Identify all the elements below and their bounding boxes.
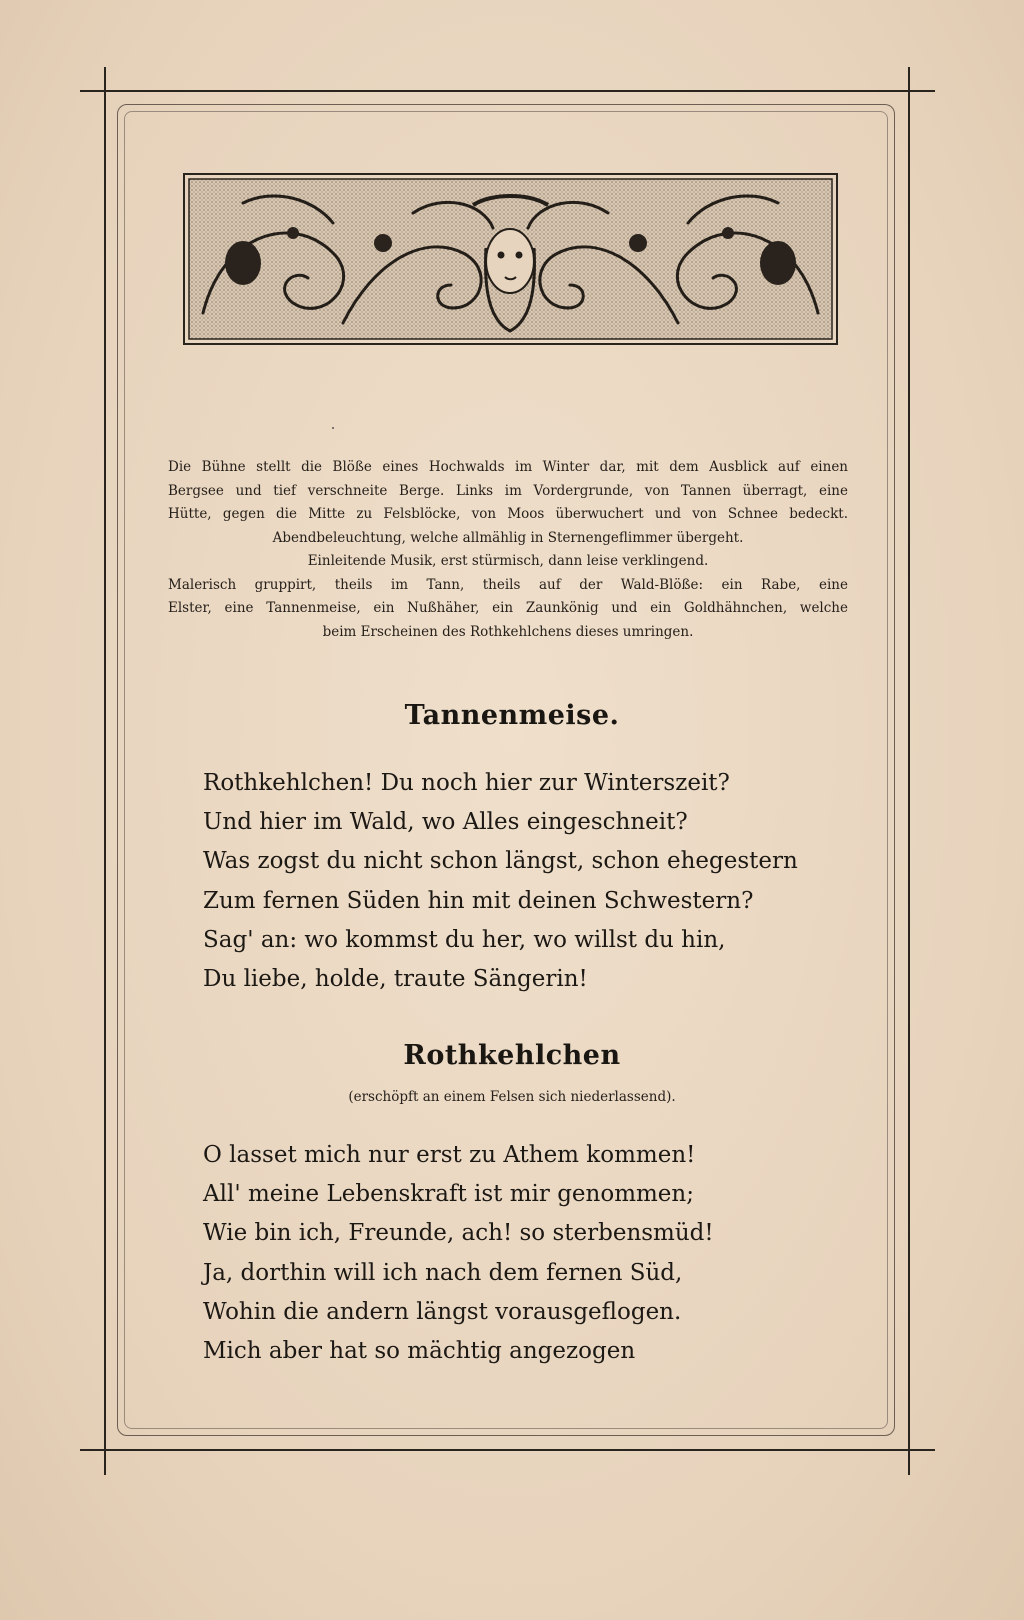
- verse-block: [203, 1136, 763, 1371]
- verse-line: Du liebe, holde, traute Sängerin!: [203, 966, 588, 993]
- crop-rule-top: [80, 90, 935, 92]
- verse-line: Sag' an: wo kommst du her, wo willst du hin,: [203, 926, 726, 953]
- speaker-heading-tannenmeise: Tannenmeise.: [404, 700, 620, 731]
- speaker-heading-rothkehlchen: Rothkehlchen: [403, 1040, 621, 1071]
- verse-line: Mich aber hat so mächtig angezogen: [203, 1338, 636, 1365]
- crop-rule-right: [908, 67, 910, 1475]
- ornamental-headpiece: [183, 173, 838, 345]
- verse-line: Ja, dorthin will ich nach dem fernen Süd,: [203, 1259, 683, 1286]
- stage-line: Einleitende Musik, erst stürmisch, dann leise verklingend.: [307, 553, 709, 569]
- crop-rule-bottom: [80, 1449, 935, 1451]
- stage-line: Elster, eine Tannenmeise, ein Nußhäher, ein Zaunkönig und ein Goldhähnchen, welche: [168, 600, 848, 616]
- verse-line: Und hier im Wald, wo Alles eingeschneit?: [203, 809, 688, 836]
- stage-line: Die Bühne stellt die Blöße eines Hochwalds im Winter dar, mit dem Ausblick auf einen: [168, 459, 848, 475]
- verse-line: Wie bin ich, Freunde, ach! so sterbensmüd!: [203, 1220, 714, 1247]
- speaker-direction: (erschöpft an einem Felsen sich niederlassend).: [348, 1089, 676, 1105]
- stage-direction: [168, 456, 848, 644]
- verse-block: [203, 764, 798, 999]
- stage-line: Abendbeleuchtung, welche allmählig in Sternengeflimmer übergeht.: [272, 529, 744, 546]
- speck: [332, 427, 334, 429]
- crop-rule-left: [104, 67, 106, 1475]
- verse-line: Zum fernen Süden hin mit deinen Schwestern?: [203, 887, 754, 914]
- stage-line: Malerisch gruppirt, theils im Tann, theils auf der Wald-Blöße: ein Rabe, eine: [168, 576, 848, 593]
- stage-line: beim Erscheinen des Rothkehlchens dieses umringen.: [322, 623, 694, 640]
- verse-line: Was zogst du nicht schon längst, schon ehegestern: [203, 848, 798, 875]
- verse-line: All' meine Lebenskraft ist mir genommen;: [203, 1181, 694, 1208]
- verse-line: Rothkehlchen! Du noch hier zur Winterszeit?: [203, 770, 730, 796]
- verse-line: Wohin die andern längst vorausgeflogen.: [203, 1298, 682, 1325]
- stage-line: Hütte, gegen die Mitte zu Felsblöcke, von Moos überwuchert und von Schnee bedeckt.: [168, 506, 848, 522]
- stage-line: Bergsee und tief verschneite Berge. Links im Vordergrunde, von Tannen überragt, eine: [168, 482, 848, 499]
- verse-line: O lasset mich nur erst zu Athem kommen!: [203, 1142, 696, 1168]
